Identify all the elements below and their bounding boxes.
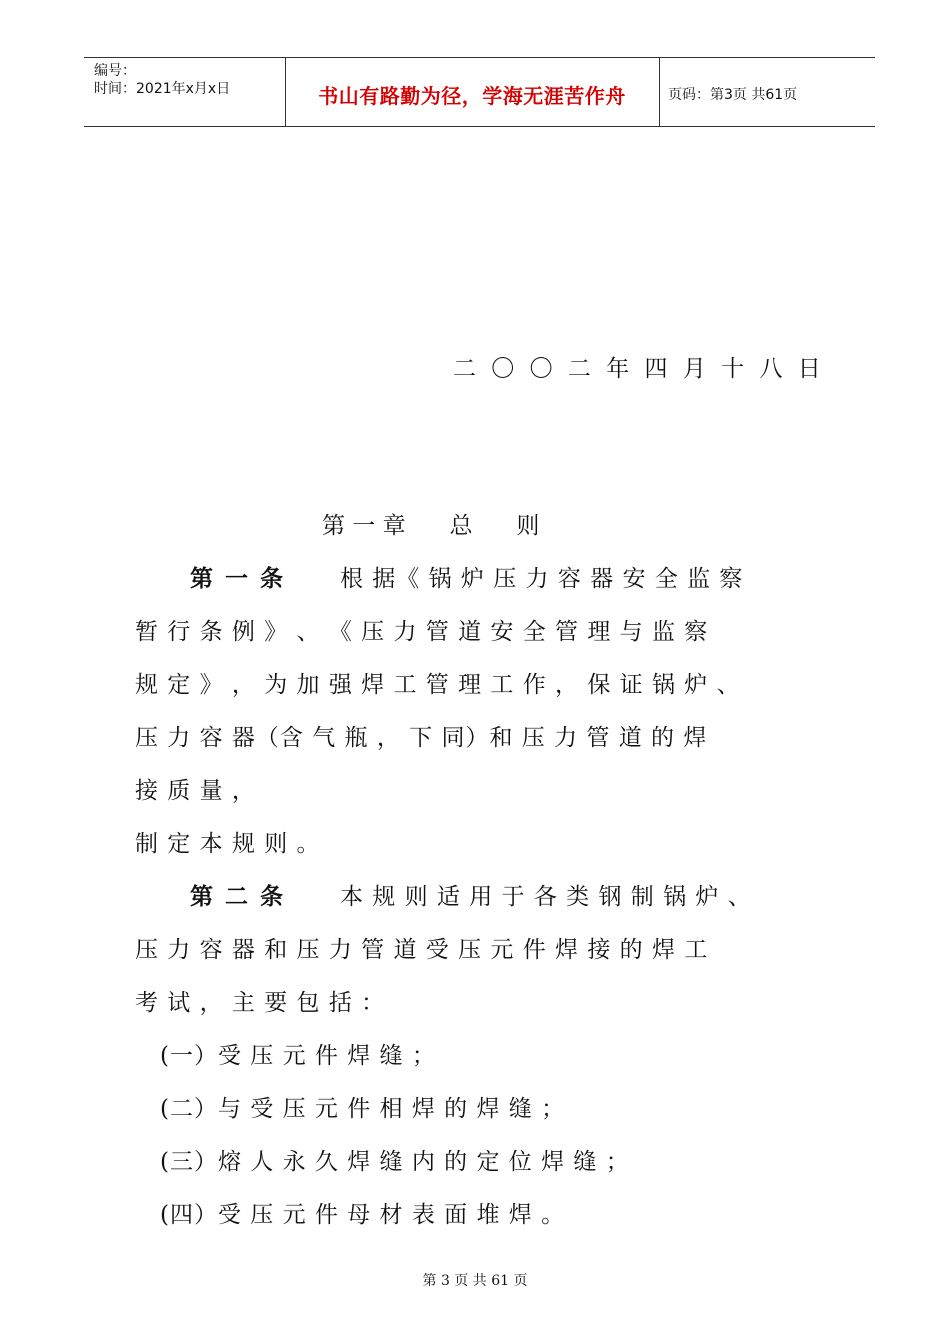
article-2-item: (四）受 压 元 件 母 材 表 面 堆 焊 。 xyxy=(160,1202,566,1228)
time-label: 时间：2021年x月x日 xyxy=(94,81,231,97)
article-1-line: 规 定 》 ， 为 加 强 焊 工 管 理 工 作 ， 保 证 锅 炉 、 xyxy=(135,672,741,698)
article-2-item: (三）熔 人 永 久 焊 缝 内 的 定 位 焊 缝 ； xyxy=(160,1149,630,1175)
article-1-line: 暂 行 条 例 》 、 《 压 力 管 道 安 全 管 理 与 监 察 xyxy=(135,619,709,645)
article-1-line: 接 质 量 ， xyxy=(135,778,256,804)
date-line: 二 〇 〇 二 年 四 月 十 八 日 xyxy=(453,356,825,382)
article-1-line: 制 定 本 规 则 。 xyxy=(135,831,321,857)
article-2-item: (二）与 受 压 元 件 相 焊 的 焊 缝 ； xyxy=(160,1096,566,1122)
article-2-line: 考 试 ， 主 要 包 括 ： xyxy=(135,990,386,1016)
article-2-title: 第 二 条 xyxy=(190,883,286,910)
number-label: 编号： xyxy=(94,63,136,79)
article-1-line: 根 据《 锅 炉 压 力 容 器 安 全 监 察 xyxy=(340,566,744,592)
header-divider xyxy=(659,58,660,126)
article-1-line: 压 力 容 器（含 气 瓶 ， 下 同）和 压 力 管 道 的 焊 xyxy=(135,725,708,751)
article-2-line: 本 规 则 适 用 于 各 类 钢 制 锅 炉 、 xyxy=(340,884,752,910)
header-page-info: 页码：第3页 共61页 xyxy=(668,87,798,103)
chapter-title: 第 一 章 总 则 xyxy=(322,513,540,539)
document-header xyxy=(84,57,875,127)
article-2-item: (一）受 压 元 件 焊 缝 ； xyxy=(160,1043,436,1069)
page-footer: 第 3 页 共 61 页 xyxy=(422,1273,528,1289)
article-1-title: 第 一 条 xyxy=(190,565,286,592)
header-motto: 书山有路勤为径，学海无涯苦作舟 xyxy=(318,84,626,108)
article-2-line: 压 力 容 器 和 压 力 管 道 受 压 元 件 焊 接 的 焊 工 xyxy=(135,937,709,963)
